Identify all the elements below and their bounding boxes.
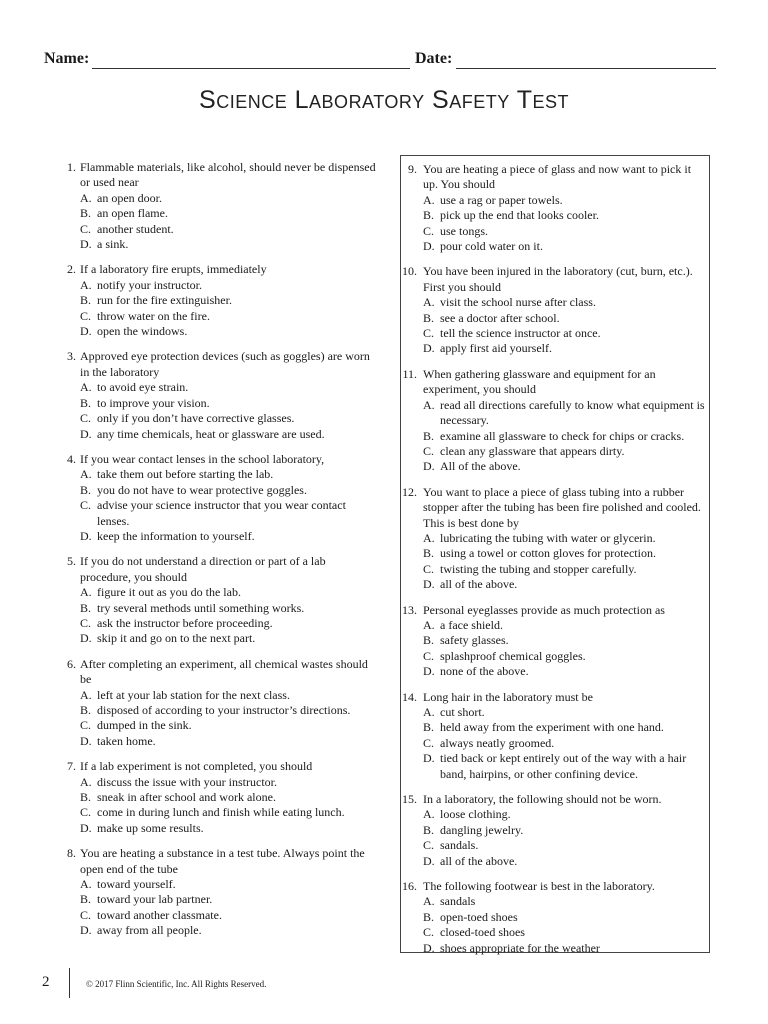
question-text: In a laboratory, the following should not be worn. — [423, 792, 662, 807]
answer-option[interactable] — [80, 380, 378, 395]
answer-option[interactable] — [423, 664, 709, 679]
question-item — [401, 264, 709, 356]
answer-option[interactable] — [423, 941, 709, 956]
option-letter: C. — [423, 838, 435, 853]
option-letter: B. — [423, 633, 435, 648]
answer-option[interactable] — [423, 838, 709, 853]
option-letter: C. — [423, 648, 435, 663]
option-letter: B. — [423, 310, 435, 325]
answer-option[interactable] — [80, 498, 378, 529]
option-letter: B. — [423, 822, 435, 837]
answer-option[interactable] — [423, 224, 709, 239]
question-text: Personal eyeglasses provide as much protection as — [423, 602, 665, 617]
option-letter: A. — [80, 774, 92, 789]
option-letter: D. — [423, 751, 435, 766]
answer-option[interactable] — [80, 805, 378, 820]
answer-option[interactable] — [423, 562, 709, 577]
option-text: All of the above. — [440, 459, 521, 474]
option-text: an open door. — [97, 190, 162, 205]
question-number: 1. — [67, 160, 76, 174]
option-text: throw water on the fire. — [97, 308, 210, 323]
option-text: discuss the issue with your instructor. — [97, 774, 277, 789]
option-letter: B. — [80, 395, 92, 410]
option-letter: B. — [80, 600, 92, 615]
question-item — [58, 349, 378, 441]
option-text: skip it and go on to the next part. — [97, 631, 256, 646]
answer-option[interactable] — [80, 293, 378, 308]
option-letter: D. — [423, 853, 435, 868]
option-letter: C. — [80, 907, 92, 922]
option-text: a face shield. — [440, 617, 503, 632]
answer-option[interactable] — [423, 239, 709, 254]
answer-option[interactable] — [80, 601, 378, 616]
option-letter: B. — [423, 909, 435, 924]
answer-option[interactable] — [80, 923, 378, 938]
answer-option[interactable] — [80, 278, 378, 293]
question-item — [401, 603, 709, 680]
option-text: use a rag or paper towels. — [440, 192, 563, 207]
option-text: tied back or kept entirely out of the way with a hair band, hairpins, or other confining device. — [440, 751, 687, 781]
answer-option[interactable] — [423, 531, 709, 546]
answer-option[interactable] — [80, 191, 378, 206]
option-letter: A. — [80, 877, 92, 892]
answer-option[interactable] — [80, 529, 378, 544]
question-text: If you wear contact lenses in the school laboratory, — [80, 451, 325, 466]
option-text: closed-toed shoes — [440, 925, 525, 940]
option-text: cut short. — [440, 705, 485, 719]
option-text: use tongs. — [440, 223, 488, 238]
option-text: an open flame. — [97, 206, 168, 221]
question-item — [58, 160, 378, 252]
question-text: You are heating a piece of glass and now want to pick it up. You should — [423, 162, 692, 192]
option-letter: D. — [80, 733, 92, 748]
answer-option[interactable] — [80, 585, 378, 600]
option-text: sandals — [440, 894, 476, 909]
question-text: You are heating a substance in a test tube. Always point the open end of the tube — [80, 846, 365, 876]
option-letter: A. — [80, 585, 92, 600]
question-number: 12. — [402, 484, 417, 499]
answer-option[interactable] — [80, 427, 378, 442]
option-text: held away from the experiment with one hand. — [440, 720, 664, 735]
option-text: away from all people. — [97, 923, 202, 938]
option-letter: C. — [80, 498, 92, 513]
option-letter: B. — [80, 892, 92, 907]
option-text: toward yourself. — [97, 877, 176, 892]
answer-option[interactable] — [423, 341, 709, 356]
option-text: loose clothing. — [440, 807, 511, 822]
answer-option[interactable] — [80, 483, 378, 498]
option-text: another student. — [97, 221, 174, 236]
question-item — [401, 162, 709, 254]
question-item — [58, 759, 378, 836]
question-text: If you do not understand a direction or part of a lab procedure, you should — [80, 554, 326, 584]
question-item — [401, 690, 709, 782]
answer-option[interactable] — [80, 309, 378, 324]
question-number: 10. — [402, 264, 417, 279]
option-letter: C. — [423, 443, 435, 458]
question-item — [401, 879, 709, 956]
option-letter: C. — [423, 925, 435, 940]
answer-option[interactable] — [423, 546, 709, 561]
option-letter: D. — [423, 664, 435, 679]
answer-option[interactable] — [423, 208, 709, 223]
option-letter: A. — [423, 807, 435, 822]
page-title: Science Laboratory Safety Test — [199, 86, 569, 114]
answer-option[interactable] — [423, 326, 709, 341]
option-text: none of the above. — [440, 664, 529, 679]
option-text: disposed of according to your instructor’s directions. — [97, 703, 351, 717]
date-field-line[interactable] — [456, 68, 716, 69]
question-item — [401, 485, 709, 593]
question-number: 3. — [67, 349, 76, 364]
option-letter: D. — [80, 923, 92, 938]
question-number: 11. — [402, 366, 417, 381]
answer-option[interactable] — [80, 892, 378, 907]
option-text: pick up the end that looks cooler. — [440, 208, 599, 223]
answer-option[interactable] — [423, 618, 709, 633]
option-text: run for the fire extinguisher. — [97, 293, 232, 308]
option-text: see a doctor after school. — [440, 310, 560, 325]
option-text: safety glasses. — [440, 633, 509, 648]
option-text: tell the science instructor at once. — [440, 326, 601, 341]
option-letter: B. — [423, 208, 435, 223]
answer-option[interactable] — [80, 734, 378, 749]
option-letter: A. — [423, 397, 435, 412]
option-text: read all directions carefully to know what equipment is necessary. — [440, 397, 705, 428]
option-text: dumped in the sink. — [97, 718, 192, 733]
option-letter: B. — [80, 790, 92, 805]
option-text: to avoid eye strain. — [97, 380, 189, 395]
option-letter: A. — [80, 687, 92, 702]
option-letter: D. — [423, 341, 435, 356]
option-letter: C. — [80, 615, 92, 630]
option-text: toward another classmate. — [97, 907, 222, 922]
answer-option[interactable] — [423, 577, 709, 592]
option-letter: A. — [80, 380, 92, 395]
question-number: 2. — [67, 262, 76, 277]
option-text: a sink. — [97, 237, 129, 252]
answer-option[interactable] — [80, 821, 378, 836]
option-letter: C. — [423, 735, 435, 750]
option-letter: A. — [80, 467, 92, 482]
question-number: 16. — [402, 879, 417, 894]
option-text: clean any glassware that appears dirty. — [440, 443, 625, 458]
question-number: 13. — [402, 602, 417, 617]
option-letter: D. — [80, 820, 92, 835]
option-letter: D. — [80, 324, 92, 339]
option-text: to improve your vision. — [97, 395, 210, 410]
answer-option[interactable] — [423, 649, 709, 664]
option-text: make up some results. — [97, 820, 204, 835]
option-text: open the windows. — [97, 324, 188, 339]
answer-option[interactable] — [423, 429, 709, 444]
option-text: ask the instructor before proceeding. — [97, 615, 273, 630]
answer-option[interactable] — [423, 633, 709, 648]
option-letter: A. — [423, 530, 435, 545]
answer-option[interactable] — [80, 775, 378, 790]
option-letter: C. — [80, 718, 92, 733]
answer-option[interactable] — [423, 459, 709, 474]
answer-option[interactable] — [80, 222, 378, 237]
option-text: all of the above. — [440, 577, 518, 592]
option-letter: B. — [80, 293, 92, 308]
option-letter: D. — [80, 528, 92, 543]
question-text: If a lab experiment is not completed, you should — [80, 759, 313, 774]
option-letter: D. — [423, 459, 435, 474]
question-item — [401, 367, 709, 475]
footer-divider — [69, 968, 70, 998]
answer-option[interactable] — [423, 398, 709, 429]
header — [44, 50, 724, 76]
answer-option[interactable] — [80, 703, 378, 718]
answer-option[interactable] — [80, 206, 378, 221]
option-text: try several methods until something works. — [97, 600, 305, 615]
date-label: Date: — [415, 50, 453, 67]
answer-option[interactable] — [80, 237, 378, 252]
option-text: only if you don’t have corrective glasses. — [97, 411, 295, 426]
answer-option[interactable] — [80, 718, 378, 733]
question-item — [58, 262, 378, 339]
answer-option[interactable] — [80, 616, 378, 631]
answer-option[interactable] — [423, 910, 709, 925]
answer-option[interactable] — [423, 444, 709, 459]
answer-option[interactable] — [80, 396, 378, 411]
copyright-text: © 2017 Flinn Scientific, Inc. All Rights Reserved. — [86, 979, 267, 989]
option-letter: A. — [423, 894, 435, 909]
option-letter: D. — [423, 239, 435, 254]
option-letter: C. — [423, 561, 435, 576]
option-letter: C. — [423, 326, 435, 341]
answer-option[interactable] — [80, 467, 378, 482]
option-text: left at your lab station for the next class. — [97, 687, 290, 702]
question-text: Long hair in the laboratory must be — [423, 689, 593, 704]
option-letter: A. — [423, 192, 435, 207]
option-text: take them out before starting the lab. — [97, 467, 274, 482]
option-letter: C. — [423, 223, 435, 238]
question-number: 7. — [67, 759, 76, 774]
answer-option[interactable] — [423, 854, 709, 869]
answer-option[interactable] — [423, 894, 709, 909]
option-text: figure it out as you do the lab. — [97, 585, 241, 600]
option-text: sneak in after school and work alone. — [97, 790, 276, 805]
question-text: Flammable materials, like alcohol, should never be dispensed or used near — [80, 160, 376, 190]
question-item — [58, 452, 378, 544]
option-text: pour cold water on it. — [440, 239, 543, 254]
option-letter: A. — [423, 705, 435, 719]
option-letter: A. — [423, 295, 435, 310]
option-text: open-toed shoes — [440, 909, 518, 924]
question-text: If a laboratory fire erupts, immediately — [80, 262, 267, 277]
answer-option[interactable] — [423, 295, 709, 310]
option-text: keep the information to yourself. — [97, 528, 255, 543]
question-text: Approved eye protection devices (such as goggles) are worn in the laboratory — [80, 349, 370, 379]
answer-option[interactable] — [423, 823, 709, 838]
question-number: 4. — [67, 451, 76, 466]
answer-option[interactable] — [423, 720, 709, 735]
answer-option[interactable] — [423, 193, 709, 208]
answer-option[interactable] — [80, 908, 378, 923]
option-text: shoes appropriate for the weather — [440, 940, 600, 955]
answer-option[interactable] — [80, 688, 378, 703]
answer-option[interactable] — [80, 631, 378, 646]
option-text: any time chemicals, heat or glassware are used. — [97, 426, 325, 441]
question-text: When gathering glassware and equipment for an experiment, you should — [423, 366, 656, 397]
question-item — [58, 846, 378, 938]
option-text: always neatly groomed. — [440, 735, 555, 750]
option-letter: B. — [80, 482, 92, 497]
question-item — [401, 792, 709, 869]
option-letter: B. — [423, 546, 435, 561]
questions-right-column — [400, 155, 710, 953]
option-text: lubricating the tubing with water or glycerin. — [440, 530, 656, 545]
option-letter: C. — [80, 805, 92, 820]
question-number: 15. — [402, 792, 417, 807]
option-letter: D. — [423, 577, 435, 592]
option-text: examine all glassware to check for chips or cracks. — [440, 428, 685, 443]
question-number: 6. — [67, 656, 76, 671]
page-number: 2 — [42, 974, 50, 990]
name-field-line[interactable] — [92, 68, 410, 69]
option-letter: C. — [80, 411, 92, 426]
option-text: apply first aid yourself. — [440, 341, 552, 356]
question-text: After completing an experiment, all chemical wastes should be — [80, 656, 368, 687]
option-text: you do not have to wear protective goggles. — [97, 482, 307, 497]
question-text: You have been injured in the laboratory (cut, burn, etc.). First you should — [423, 264, 693, 294]
option-letter: A. — [80, 277, 92, 292]
option-letter: B. — [423, 428, 435, 443]
question-number: 14. — [402, 689, 417, 704]
answer-option[interactable] — [80, 877, 378, 892]
option-text: notify your instructor. — [97, 277, 202, 292]
name-label: Name: — [44, 50, 90, 67]
option-text: advise your science instructor that you wear contact lenses. — [97, 498, 346, 528]
answer-option[interactable] — [423, 925, 709, 940]
option-letter: B. — [423, 720, 435, 735]
option-text: dangling jewelry. — [440, 822, 524, 837]
option-text: twisting the tubing and stopper carefully. — [440, 561, 637, 576]
option-letter: D. — [423, 940, 435, 955]
answer-option[interactable] — [80, 324, 378, 339]
answer-option[interactable] — [423, 705, 709, 720]
option-letter: D. — [80, 631, 92, 646]
question-text: The following footwear is best in the laboratory. — [423, 879, 655, 894]
option-text: come in during lunch and finish while eating lunch. — [97, 805, 345, 820]
option-letter: A. — [80, 190, 92, 205]
option-letter: B. — [80, 206, 92, 221]
option-letter: A. — [423, 617, 435, 632]
option-letter: B. — [80, 703, 92, 717]
question-number: 9. — [408, 162, 417, 176]
option-text: taken home. — [97, 733, 156, 748]
option-text: toward your lab partner. — [97, 892, 213, 907]
option-text: sandals. — [440, 838, 479, 853]
question-text: You want to place a piece of glass tubing into a rubber stopper after the tubing has been fire polished and cooled. This is best done by — [423, 484, 701, 530]
question-number: 8. — [67, 846, 76, 861]
option-text: all of the above. — [440, 853, 518, 868]
option-text: splashproof chemical goggles. — [440, 648, 586, 663]
questions-left-column — [58, 160, 378, 949]
question-item — [58, 657, 378, 749]
option-letter: C. — [80, 221, 92, 236]
answer-option[interactable] — [423, 736, 709, 751]
option-text: using a towel or cotton gloves for protection. — [440, 546, 656, 561]
footer — [0, 968, 768, 998]
question-number: 5. — [67, 554, 76, 569]
option-letter: C. — [80, 308, 92, 323]
option-letter: D. — [80, 237, 92, 252]
option-text: visit the school nurse after class. — [440, 295, 596, 310]
answer-option[interactable] — [423, 751, 709, 782]
answer-option[interactable] — [423, 311, 709, 326]
option-letter: D. — [80, 426, 92, 441]
answer-option[interactable] — [80, 411, 378, 426]
question-item — [58, 554, 378, 646]
answer-option[interactable] — [423, 807, 709, 822]
answer-option[interactable] — [80, 790, 378, 805]
